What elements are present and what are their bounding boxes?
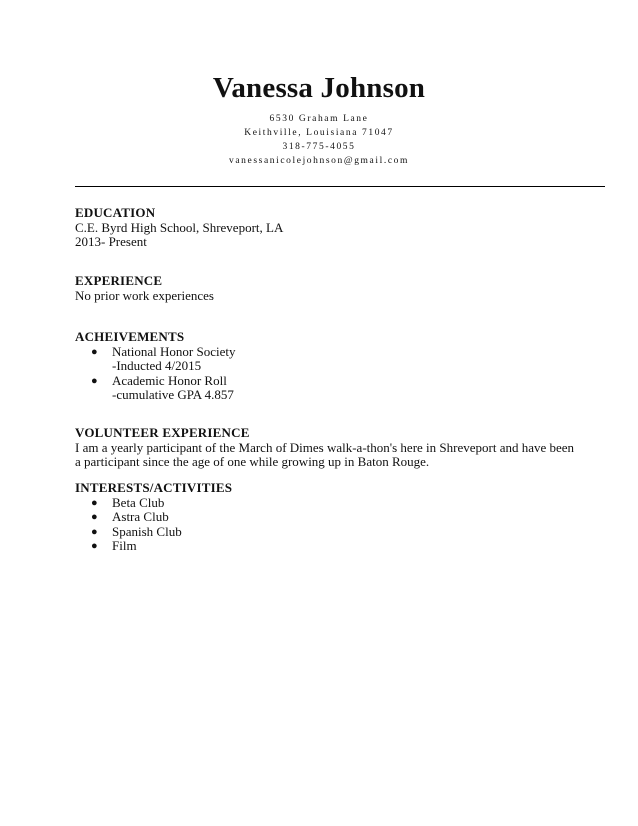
education-school: C.E. Byrd High School, Shreveport, LA <box>75 219 284 235</box>
experience-text: No prior work experiences <box>75 287 214 303</box>
address-line-2: Keithville, Louisiana 71047 <box>244 128 394 138</box>
education-section <box>75 206 605 250</box>
achievements-list <box>75 345 605 403</box>
list-item <box>75 525 605 540</box>
bullet-icon: ● <box>91 525 98 538</box>
volunteer-heading: VOLUNTEER EXPERIENCE <box>75 425 250 440</box>
education-heading: EDUCATION <box>75 205 156 220</box>
list-item-detail <box>75 359 605 374</box>
list-item <box>75 496 605 511</box>
candidate-name: Vanessa Johnson <box>212 72 426 104</box>
achievement-label: Academic Honor Roll <box>112 372 227 388</box>
contact-block <box>0 112 638 168</box>
list-item-detail <box>75 388 605 403</box>
interests-section <box>75 481 605 554</box>
list-item <box>75 539 605 554</box>
email-address: vanessanicolejohnson@gmail.com <box>229 156 409 166</box>
achievements-section <box>75 330 605 403</box>
achievement-label: National Honor Society <box>112 343 236 359</box>
experience-heading: EXPERIENCE <box>75 273 163 288</box>
interest-label: Beta Club <box>112 494 165 510</box>
achievement-detail: -cumulative GPA 4.857 <box>112 387 234 402</box>
interest-label: Astra Club <box>112 509 169 524</box>
list-item <box>75 345 605 360</box>
bullet-icon: ● <box>91 496 98 509</box>
address-line-1: 6530 Graham Lane <box>269 114 369 124</box>
volunteer-text-line-2: a participant since the age of one while growing up in Baton Rouge. <box>75 454 430 469</box>
bullet-icon: ● <box>91 511 98 523</box>
interest-label: Spanish Club <box>112 523 182 539</box>
interest-label: Film <box>112 538 137 553</box>
achievement-detail: -Inducted 4/2015 <box>112 358 202 373</box>
list-item <box>75 374 605 389</box>
interests-heading: INTERESTS/ACTIVITIES <box>75 480 233 495</box>
phone-number: 318-775-4055 <box>282 142 356 152</box>
achievements-heading: ACHEIVEMENTS <box>75 329 185 344</box>
bullet-icon: ● <box>91 540 98 552</box>
bullet-icon: ● <box>91 374 98 387</box>
volunteer-section <box>75 426 605 470</box>
education-dates: 2013- Present <box>75 234 147 249</box>
bullet-icon: ● <box>91 345 98 358</box>
header-divider <box>75 186 605 187</box>
volunteer-text-line-1: I am a yearly participant of the March of Dimes walk-a-thon's here in Shreveport and have been <box>75 439 575 455</box>
experience-section <box>75 274 605 303</box>
list-item <box>75 510 605 525</box>
interests-list <box>75 496 605 554</box>
